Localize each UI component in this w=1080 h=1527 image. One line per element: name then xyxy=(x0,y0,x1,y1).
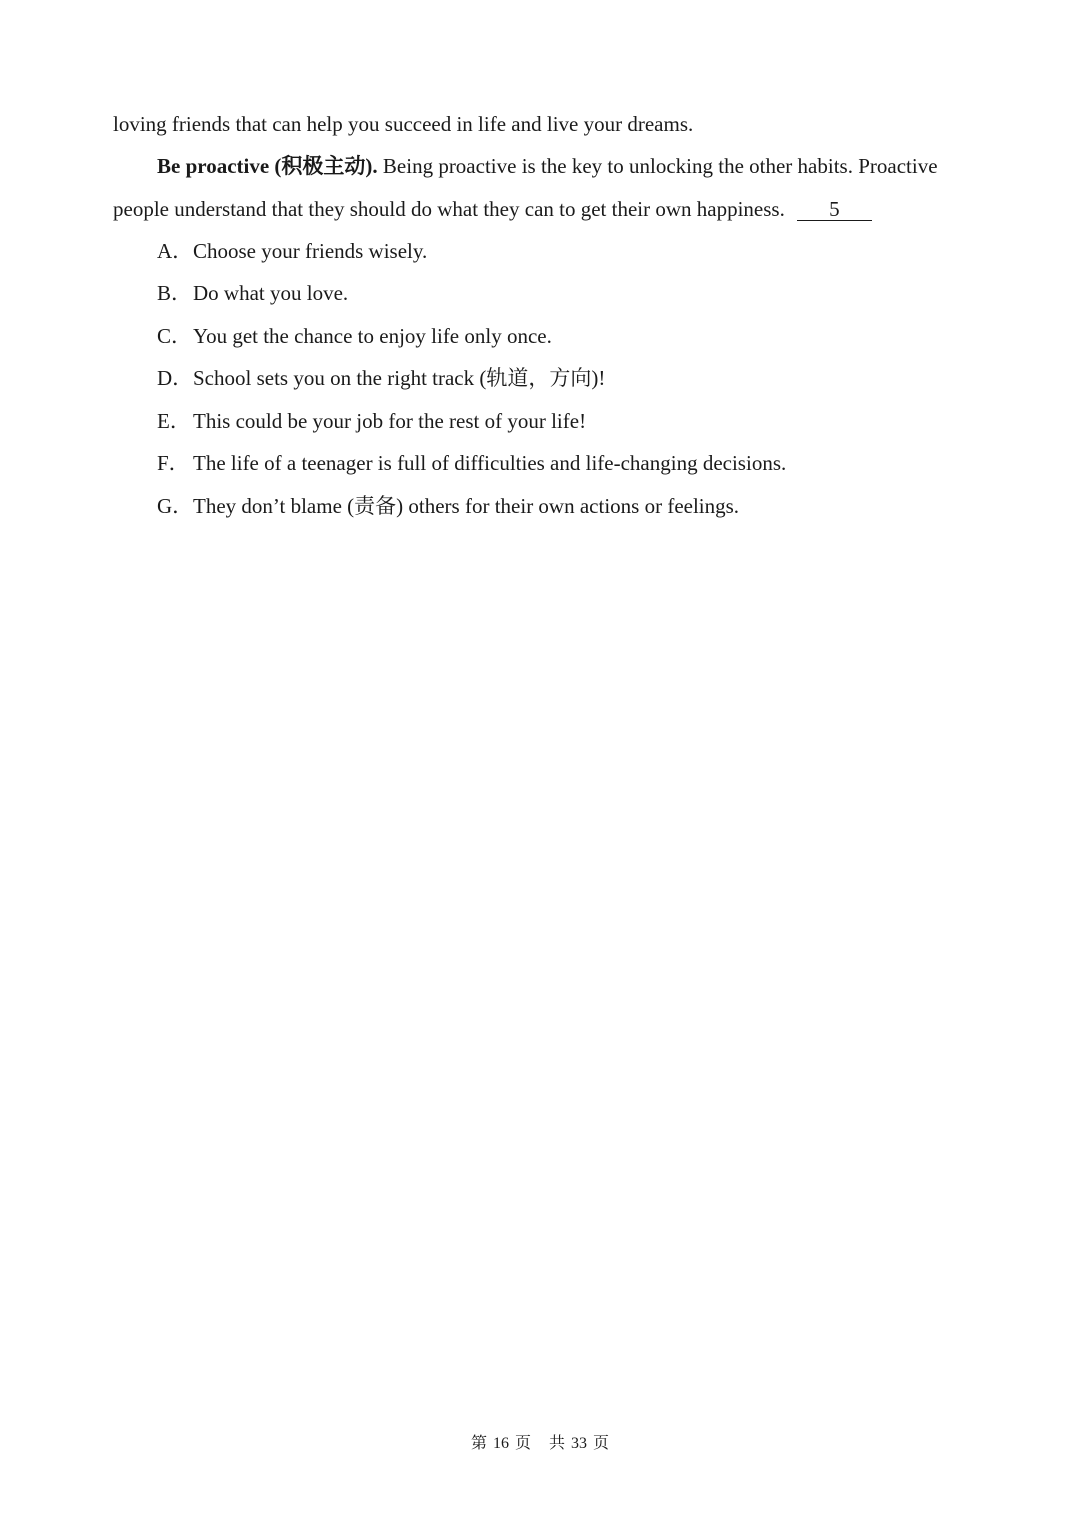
footer-total-unit: 页 xyxy=(593,1435,610,1452)
option-text: You get the chance to enjoy life only once. xyxy=(193,324,552,348)
option-letter: G． xyxy=(157,494,194,518)
option-letter: F． xyxy=(157,451,190,475)
paragraph-text: people understand that they should do what they can to get their own happiness. xyxy=(113,197,785,221)
option-item xyxy=(157,449,786,477)
option-item xyxy=(157,237,427,265)
footer-total-prefix: 共 xyxy=(549,1435,566,1452)
passage-paragraph-start xyxy=(157,152,938,180)
option-letter: C． xyxy=(157,324,193,348)
option-item xyxy=(157,364,605,392)
footer-prefix: 第 xyxy=(470,1435,487,1452)
footer-page-number: 16 xyxy=(492,1435,509,1452)
footer-page-unit: 页 xyxy=(514,1435,531,1452)
footer-total-pages: 33 xyxy=(571,1435,588,1452)
option-text: The life of a teenager is full of difficulties and life-changing decisions. xyxy=(193,451,787,475)
option-text: Do what you love. xyxy=(193,281,349,305)
option-item xyxy=(157,322,552,350)
option-text: Choose your friends wisely. xyxy=(193,239,428,263)
option-letter: D． xyxy=(157,366,194,390)
answer-blank: 5 xyxy=(797,198,872,221)
paragraph-heading: Be proactive (积极主动). xyxy=(157,154,378,178)
option-text: This could be your job for the rest of your life! xyxy=(193,409,587,433)
option-text: They don’t blame (责备) others for their own actions or feelings. xyxy=(193,494,740,518)
page-footer xyxy=(0,1433,1080,1455)
paragraph-text: Being proactive is the key to unlocking the other habits. Proactive xyxy=(377,154,938,178)
option-item xyxy=(157,492,739,520)
passage-line xyxy=(113,195,872,223)
option-item xyxy=(157,407,586,435)
option-letter: A． xyxy=(157,239,194,263)
option-letter: E． xyxy=(157,409,191,433)
option-letter: B． xyxy=(157,281,193,305)
option-text: School sets you on the right track (轨道，方向)! xyxy=(193,366,606,390)
option-item xyxy=(157,279,348,307)
passage-line: loving friends that can help you succeed in life and live your dreams. xyxy=(113,112,694,136)
